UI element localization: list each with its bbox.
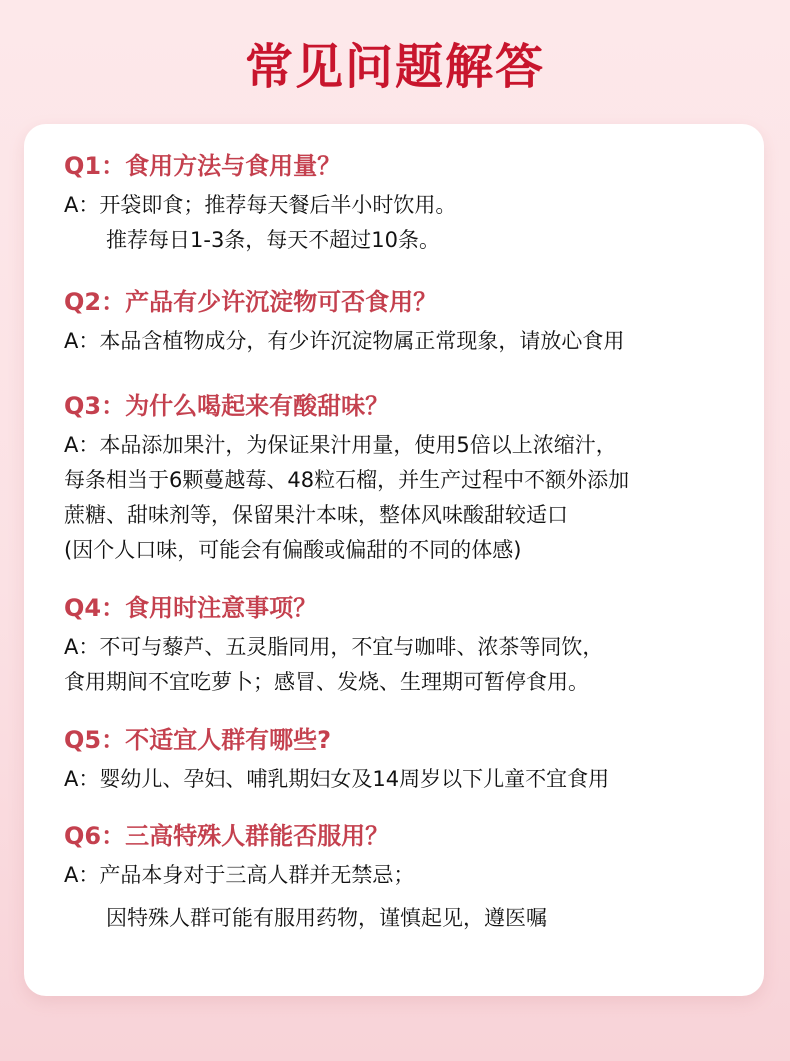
faq-q-label: Q5： — [64, 726, 126, 754]
faq-question-6 — [64, 818, 764, 854]
faq-question-text: 不适宜人群有哪些? — [125, 726, 332, 754]
faq-question-text: 食用方法与食用量？ — [125, 152, 342, 180]
faq-answer-line: A：本品含植物成分，有少许沉淀物属正常现象，请放心食用 — [64, 329, 625, 353]
faq-item-5 — [64, 722, 764, 797]
faq-item-6 — [64, 818, 764, 936]
faq-question-text: 产品有少许沉淀物可否食用？ — [125, 288, 438, 316]
faq-answer-line: A：开袋即食；推荐每天餐后半小时饮用。 — [64, 193, 457, 217]
faq-item-4 — [64, 590, 764, 700]
faq-q-label: Q1： — [64, 152, 126, 180]
faq-question-1 — [64, 148, 764, 184]
faq-question-5 — [64, 722, 764, 758]
faq-answer-1 — [64, 188, 764, 258]
faq-item-3 — [64, 388, 764, 568]
faq-item-1 — [64, 148, 764, 258]
faq-q-label: Q4： — [64, 594, 126, 622]
faq-card — [24, 124, 764, 996]
faq-question-4 — [64, 590, 764, 626]
faq-answer-line: 推荐每日1-3条，每天不超过10条。 — [106, 228, 441, 252]
faq-answer-line: 每条相当于6颗蔓越莓、48粒石榴，并生产过程中不额外添加 — [64, 468, 630, 492]
faq-answer-line: 因特殊人群可能有服用药物，谨慎起见，遵医嘱 — [106, 906, 547, 930]
page-title: 常见问题解答 — [244, 39, 545, 95]
faq-answer-line: A：婴幼儿、孕妇、哺乳期妇女及14周岁以下儿童不宜食用 — [64, 767, 610, 791]
faq-q-label: Q3： — [64, 392, 126, 420]
faq-answer-3 — [64, 428, 764, 568]
faq-answer-line: 食用期间不宜吃萝卜；感冒、发烧、生理期可暂停食用。 — [64, 670, 589, 694]
faq-question-text: 为什么喝起来有酸甜味？ — [125, 392, 390, 420]
faq-answer-line: 蔗糖、甜味剂等，保留果汁本味，整体风味酸甜较适口 — [64, 503, 568, 527]
faq-answer-6 — [64, 858, 764, 936]
faq-question-text: 食用时注意事项？ — [125, 594, 318, 622]
faq-question-2 — [64, 284, 764, 320]
faq-q-label: Q6： — [64, 822, 126, 850]
faq-answer-line: A：产品本身对于三高人群并无禁忌； — [64, 863, 415, 887]
faq-item-2 — [64, 284, 764, 359]
faq-answer-line: A：本品添加果汁，为保证果汁用量，使用5倍以上浓缩汁， — [64, 433, 617, 457]
faq-answer-line: (因个人口味，可能会有偏酸或偏甜的不同的体感) — [64, 538, 522, 562]
faq-question-text: 三高特殊人群能否服用？ — [125, 822, 390, 850]
faq-question-3 — [64, 388, 764, 424]
faq-answer-5 — [64, 762, 764, 797]
faq-q-label: Q2： — [64, 288, 126, 316]
faq-answer-line: A：不可与藜芦、五灵脂同用，不宜与咖啡、浓茶等同饮， — [64, 635, 604, 659]
faq-answer-2 — [64, 324, 764, 359]
faq-answer-4 — [64, 630, 764, 700]
